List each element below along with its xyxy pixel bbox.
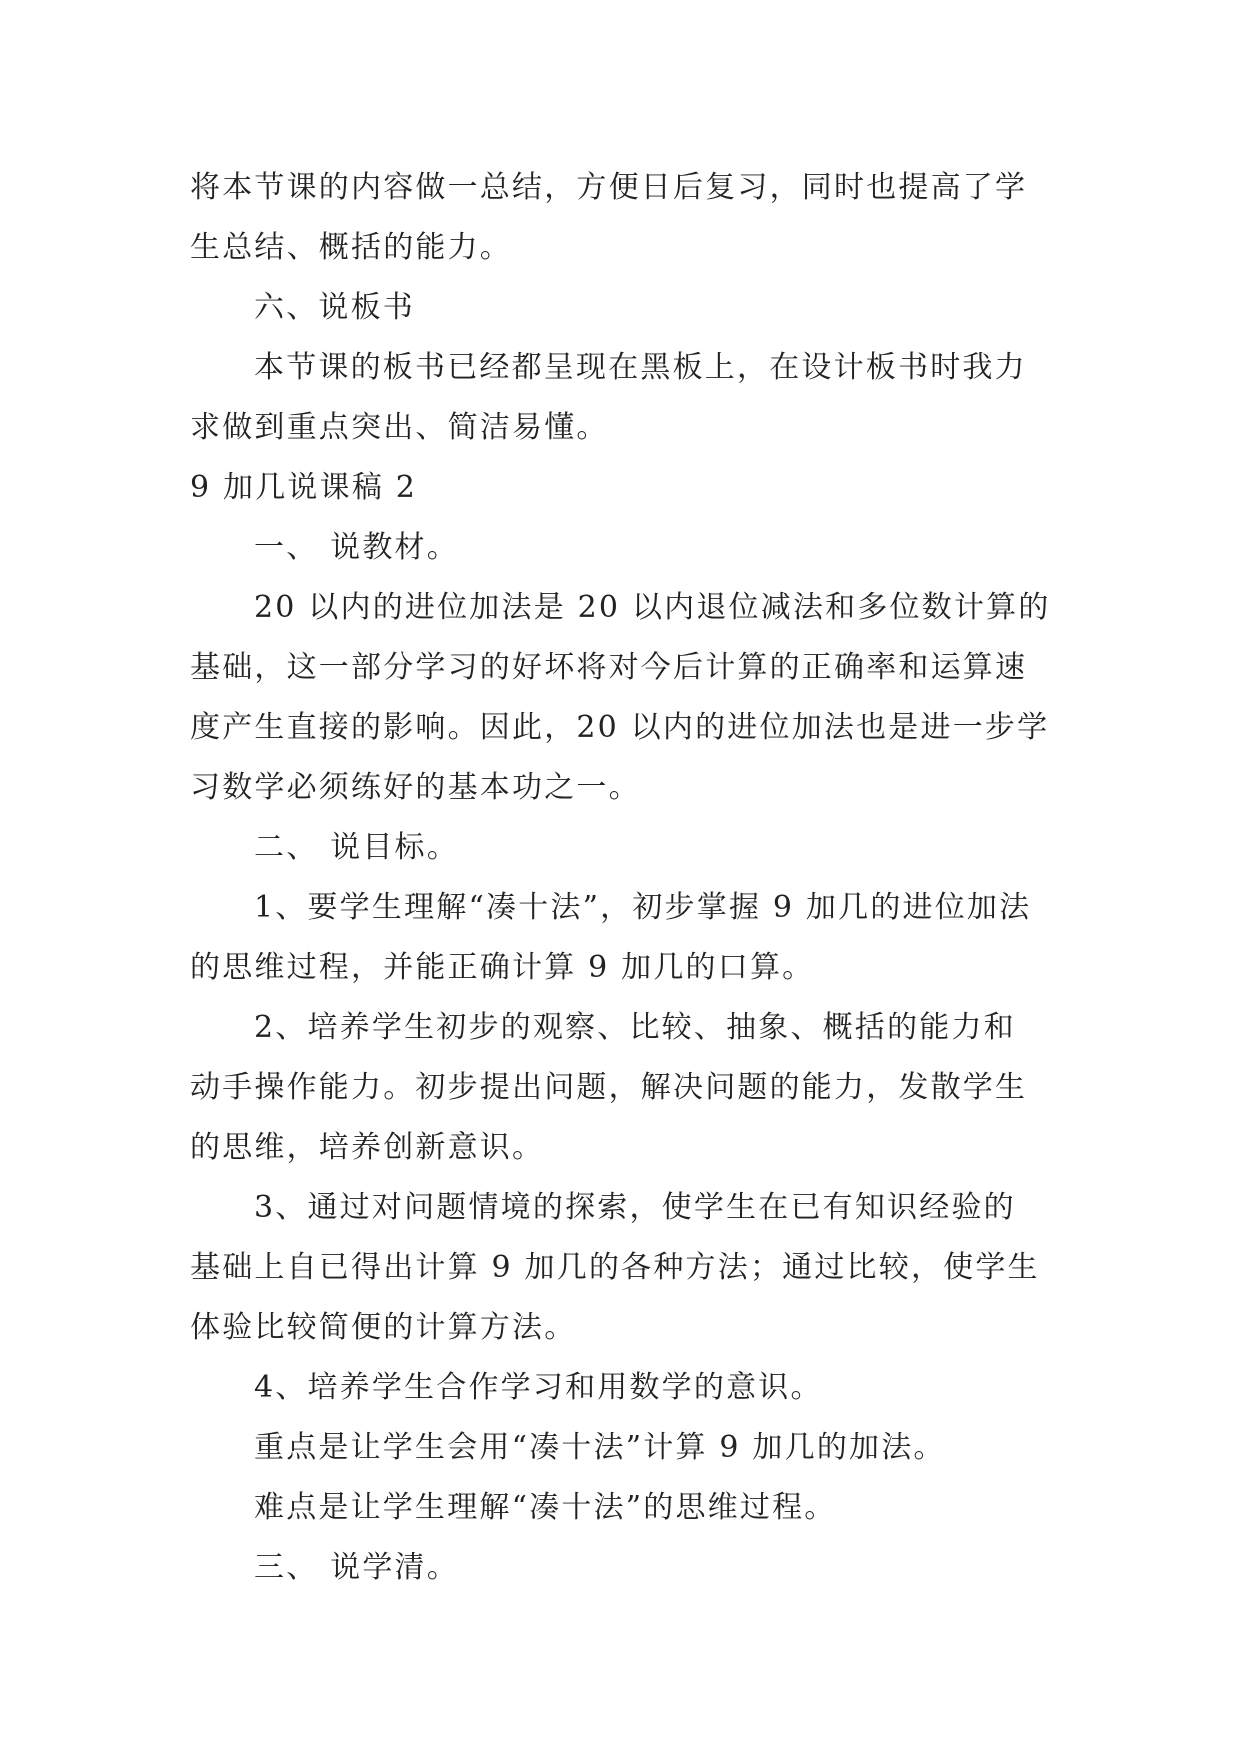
text-line: 动手操作能力。初步提出问题，解决问题的能力，发散学生 bbox=[190, 1070, 1028, 1105]
text-line: 本节课的板书已经都呈现在黑板上，在设计板书时我力 bbox=[254, 350, 1027, 385]
text-line: 将本节课的内容做一总结，方便日后复习，同时也提高了学 bbox=[190, 170, 1028, 205]
text-line: 难点是让学生理解“凑十法”的思维过程。 bbox=[254, 1490, 837, 1525]
text-line: 基础，这一部分学习的好坏将对今后计算的正确率和运算速 bbox=[190, 650, 1028, 685]
text-line: 度产生直接的影响。因此，20 以内的进位加法也是进一步学 bbox=[190, 710, 1050, 745]
text-line: 的思维，培养创新意识。 bbox=[190, 1130, 545, 1165]
document-title: 9 加几说课稿 2 bbox=[190, 470, 418, 505]
text-line: 2、培养学生初步的观察、比较、抽象、概括的能力和 bbox=[254, 1010, 1016, 1045]
section-heading: 二、 说目标。 bbox=[254, 830, 459, 865]
section-heading: 一、 说教材。 bbox=[254, 530, 459, 565]
text-line: 的思维过程，并能正确计算 9 加几的口算。 bbox=[190, 950, 815, 985]
text-line: 生总结、概括的能力。 bbox=[190, 230, 512, 265]
section-heading: 六、说板书 bbox=[254, 290, 415, 325]
text-line: 习数学必须练好的基本功之一。 bbox=[190, 770, 641, 805]
text-line: 重点是让学生会用“凑十法”计算 9 加几的加法。 bbox=[254, 1430, 946, 1465]
text-line: 3、通过对问题情境的探索，使学生在已有知识经验的 bbox=[254, 1190, 1016, 1225]
text-line: 基础上自已得出计算 9 加几的各种方法；通过比较，使学生 bbox=[190, 1250, 1040, 1285]
document-body bbox=[190, 158, 1052, 1598]
text-line: 20 以内的进位加法是 20 以内退位减法和多位数计算的 bbox=[254, 590, 1051, 625]
section-heading: 三、 说学清。 bbox=[254, 1550, 459, 1585]
text-line: 求做到重点突出、简洁易懂。 bbox=[190, 410, 609, 445]
text-line: 4、培养学生合作学习和用数学的意识。 bbox=[254, 1370, 823, 1405]
text-line: 1、要学生理解“凑十法”，初步掌握 9 加几的进位加法 bbox=[254, 890, 1032, 925]
text-line: 体验比较简便的计算方法。 bbox=[190, 1310, 577, 1345]
